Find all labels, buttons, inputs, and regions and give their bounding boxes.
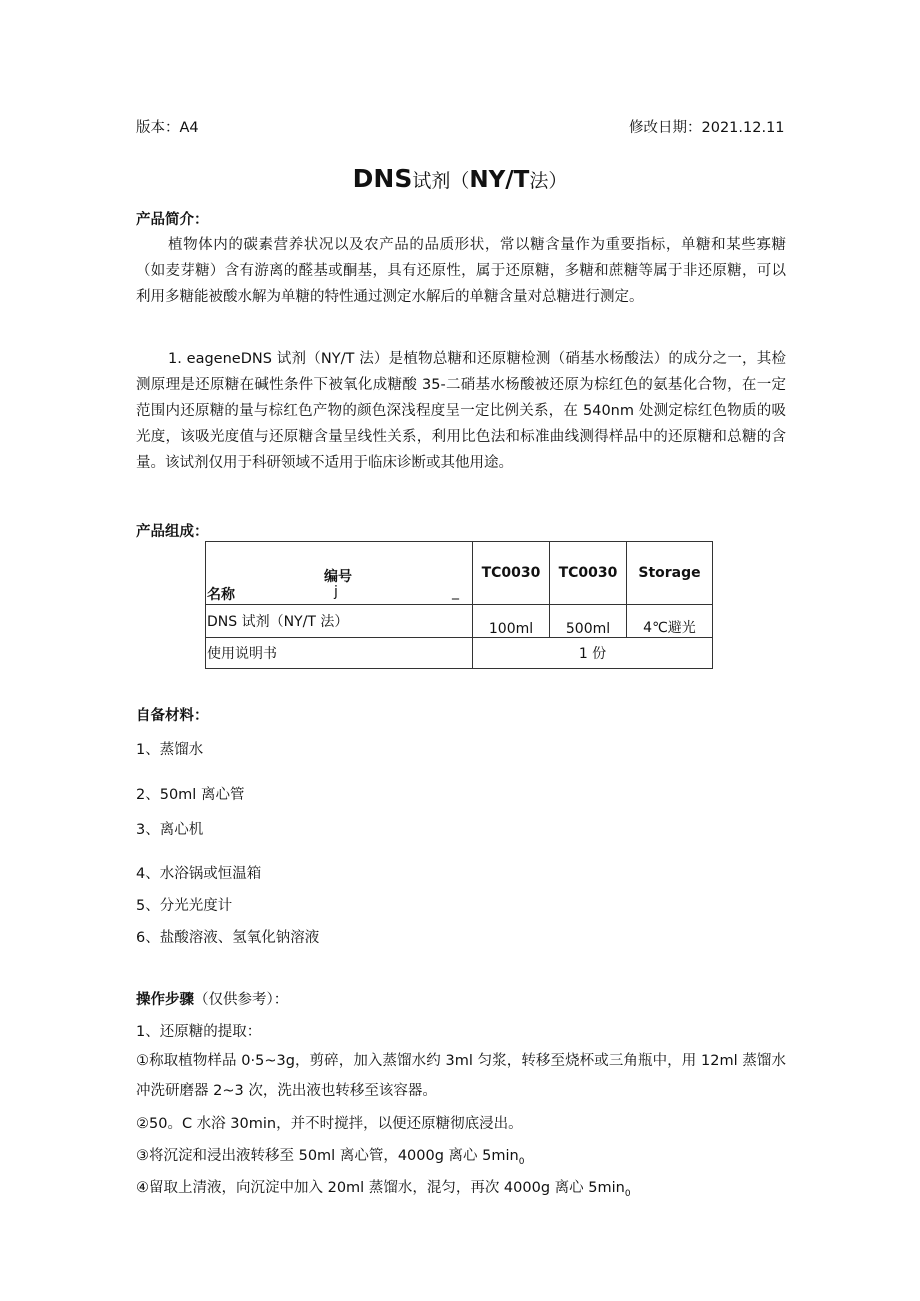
material-item: 3、离心机 bbox=[136, 822, 204, 838]
title-main: DNS bbox=[352, 164, 413, 193]
step-3-sub: 0 bbox=[518, 1156, 525, 1167]
step-3 bbox=[136, 1144, 524, 1167]
table-row bbox=[206, 605, 713, 638]
material-item: 6、盐酸溶液、氢氧化钠溶液 bbox=[136, 930, 320, 946]
composition-heading: 产品组成： bbox=[136, 524, 209, 540]
steps-heading-note: （仅供参考）： bbox=[194, 992, 289, 1008]
composition-table bbox=[205, 541, 713, 669]
intro-heading: 产品简介： bbox=[136, 212, 209, 228]
header-name: 名称 bbox=[207, 587, 235, 603]
header-col3: Storage bbox=[627, 542, 713, 605]
header-underscore: _ bbox=[452, 584, 459, 600]
steps-sub1: 1、还原糖的提取： bbox=[136, 1024, 262, 1040]
step-4 bbox=[136, 1176, 631, 1199]
materials-heading: 自备材料： bbox=[136, 708, 209, 724]
version-label: 版本：A4 bbox=[136, 120, 199, 136]
material-item: 2、50ml 离心管 bbox=[136, 787, 245, 803]
row-v3: 4℃避光 bbox=[627, 605, 713, 638]
header-col2: TC0030 bbox=[550, 542, 627, 605]
step-3-text: ③将沉淀和浸出液转移至 50ml 离心管，4000g 离心 5min bbox=[136, 1148, 519, 1164]
header-j: j bbox=[334, 584, 338, 600]
revision-date: 修改日期：2021.12.11 bbox=[629, 120, 785, 136]
row-name: DNS 试剂（NY/T 法） bbox=[206, 605, 473, 638]
table-row bbox=[206, 638, 713, 669]
step-4-sub: 0 bbox=[624, 1188, 631, 1199]
step-1: ①称取植物样品 0·5~3g，剪碎，加入蒸馏水约 3ml 匀浆，转移至烧杯或三角瓶中，用 12ml 蒸馏水冲洗研磨器 2~3 次，洗出液也转移至该容器。 bbox=[136, 1053, 786, 1099]
intro-paragraph: 植物体内的碳素营养状况以及农产品的品质形状，常以糖含量作为重要指标，单糖和某些寡糖（如麦芽糖）含有游离的醛基或酮基，具有还原性，属于还原糖，多糖和蔗糖等属于非还原糖，可以利用多糖能被酸水解为单糖的特性通过测定水解后的单糖含量对总糖进行测定。 bbox=[136, 237, 786, 305]
header-code: 编号 bbox=[324, 569, 352, 585]
table-header-row bbox=[206, 542, 713, 605]
steps-heading bbox=[136, 988, 288, 1009]
title-std: NY/T bbox=[469, 167, 530, 193]
steps-heading-main: 操作步骤 bbox=[136, 992, 194, 1008]
row-merged: 1 份 bbox=[473, 638, 713, 669]
title-suffix: 试剂（ bbox=[412, 170, 470, 192]
page-title bbox=[0, 164, 920, 193]
material-item: 1、蒸馏水 bbox=[136, 742, 204, 758]
row-name: 使用说明书 bbox=[206, 638, 473, 669]
material-item: 5、分光光度计 bbox=[136, 898, 233, 914]
material-item: 4、水浴锅或恒温箱 bbox=[136, 866, 262, 882]
row-v1: 100ml bbox=[473, 605, 550, 638]
step-4-text: ④留取上清液，向沉淀中加入 20ml 蒸馏水，混匀，再次 4000g 离心 5min bbox=[136, 1180, 625, 1196]
principle-paragraph: 1. eageneDNS 试剂（NY/T 法）是植物总糖和还原糖检测（硝基水杨酸法）的成分之一，其检测原理是还原糖在碱性条件下被氧化成糖酸 35-二硝基水杨酸被还原为棕红色的氨基化合物，在一定范围内还原糖的量与棕红色产物的颜色深浅程度呈一定比例关系，在 540nm 处测定棕红色物质的吸光度，该吸光度值与还原糖含量呈线性关系，利用比色法和标准曲线测得样品中的还原糖和总糖的含量。该试剂仅用于科研领域不适用于临床诊断或其他用途。 bbox=[136, 351, 786, 471]
step-2: ②50。C 水浴 30min，并不时搅拌，以便还原糖彻底浸出。 bbox=[136, 1116, 523, 1132]
header-col1: TC0030 bbox=[473, 542, 550, 605]
row-v2: 500ml bbox=[550, 605, 627, 638]
title-end: 法） bbox=[529, 170, 568, 192]
header-name-cell bbox=[206, 542, 473, 605]
